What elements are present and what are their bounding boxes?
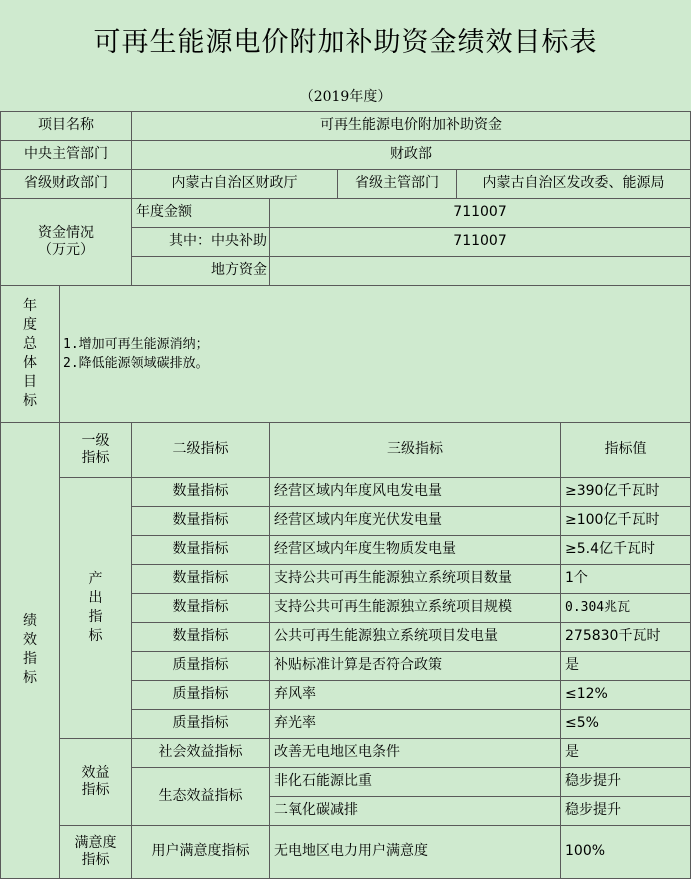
prov-finance-label: 省级财政部门 — [1, 169, 132, 198]
project-name-label: 项目名称 — [1, 111, 132, 140]
eco-value: 稳步提升 — [561, 767, 691, 796]
page-title: 可再生能源电价附加补助资金绩效目标表 — [93, 26, 598, 58]
output-l2: 质量指标 — [132, 651, 270, 680]
output-label-cell — [60, 477, 132, 738]
output-value: ≤12% — [561, 680, 691, 709]
year-label: （2019年度） — [299, 88, 392, 105]
eco-value: 稳步提升 — [561, 796, 691, 825]
output-l3: 支持公共可再生能源独立系统项目规模 — [270, 593, 561, 622]
output-l3: 弃风率 — [270, 680, 561, 709]
output-value: 0.304兆瓦 — [561, 593, 691, 622]
table-row — [1, 825, 691, 878]
goal-label-cell — [1, 285, 60, 422]
social-l3: 改善无电地区电条件 — [270, 738, 561, 767]
central-dept-label: 中央主管部门 — [1, 140, 132, 169]
funds-annual-value: 711007 — [270, 198, 691, 227]
central-dept-value: 财政部 — [132, 140, 691, 169]
funds-central-value: 711007 — [270, 227, 691, 256]
output-l3: 经营区域内年度风电发电量 — [270, 477, 561, 506]
project-name-value: 可再生能源电价附加补助资金 — [132, 111, 691, 140]
sat-l3: 无电地区电力用户满意度 — [270, 825, 561, 878]
output-l3: 经营区域内年度光伏发电量 — [270, 506, 561, 535]
output-l2: 质量指标 — [132, 680, 270, 709]
output-l2: 数量指标 — [132, 564, 270, 593]
satisfaction-label: 满意度指标 — [74, 834, 117, 868]
output-l3: 补贴标准计算是否符合政策 — [270, 651, 561, 680]
output-l2: 质量指标 — [132, 709, 270, 738]
output-l2: 数量指标 — [132, 477, 270, 506]
output-l3: 经营区域内年度生物质发电量 — [270, 535, 561, 564]
table-row — [1, 738, 691, 767]
benefit-label-cell — [60, 738, 132, 825]
sat-l2: 用户满意度指标 — [132, 825, 270, 878]
funds-local-label: 地方资金 — [132, 256, 270, 285]
output-value: ≥390亿千瓦时 — [561, 477, 691, 506]
funds-local-value — [270, 256, 691, 285]
eco-l3: 非化石能源比重 — [270, 767, 561, 796]
output-l3: 支持公共可再生能源独立系统项目数量 — [270, 564, 561, 593]
perf-h3: 三级指标 — [270, 422, 561, 477]
table-row — [1, 477, 691, 506]
sat-value: 100% — [561, 825, 691, 878]
output-l2: 数量指标 — [132, 506, 270, 535]
perf-label-cell — [1, 422, 60, 878]
perf-h1: 一级指标 — [60, 422, 132, 477]
prov-dept-value: 内蒙古自治区发改委、能源局 — [457, 169, 691, 198]
perf-h2: 二级指标 — [132, 422, 270, 477]
prov-dept-label: 省级主管部门 — [338, 169, 457, 198]
output-label: 产出指标 — [88, 570, 103, 644]
funds-label: 资金情况 （万元） — [1, 198, 132, 285]
benefit-label: 效益指标 — [81, 764, 110, 798]
perf-h4: 指标值 — [561, 422, 691, 477]
funds-central-label: 其中：中央补助 — [132, 227, 270, 256]
output-l2: 数量指标 — [132, 622, 270, 651]
perf-label: 绩效指标 — [23, 613, 37, 686]
funds-annual-label: 年度金额 — [132, 198, 270, 227]
output-value: ≥5.4亿千瓦时 — [561, 535, 691, 564]
output-value: ≤5% — [561, 709, 691, 738]
output-l2: 数量指标 — [132, 535, 270, 564]
output-l3: 弃光率 — [270, 709, 561, 738]
eco-l3: 二氧化碳减排 — [270, 796, 561, 825]
eco-l2: 生态效益指标 — [132, 767, 270, 825]
output-l2: 数量指标 — [132, 593, 270, 622]
output-l3: 公共可再生能源独立系统项目发电量 — [270, 622, 561, 651]
social-value: 是 — [561, 738, 691, 767]
output-value: ≥100亿千瓦时 — [561, 506, 691, 535]
output-value: 275830千瓦时 — [561, 622, 691, 651]
prov-finance-value: 内蒙古自治区财政厅 — [132, 169, 338, 198]
output-value: 1个 — [561, 564, 691, 593]
satisfaction-label-cell — [60, 825, 132, 878]
social-l2: 社会效益指标 — [132, 738, 270, 767]
output-value: 是 — [561, 651, 691, 680]
goal-label: 年度总体目标 — [23, 297, 37, 409]
goal-text: 1.增加可再生能源消纳； 2.降低能源领域碳排放。 — [60, 285, 691, 422]
